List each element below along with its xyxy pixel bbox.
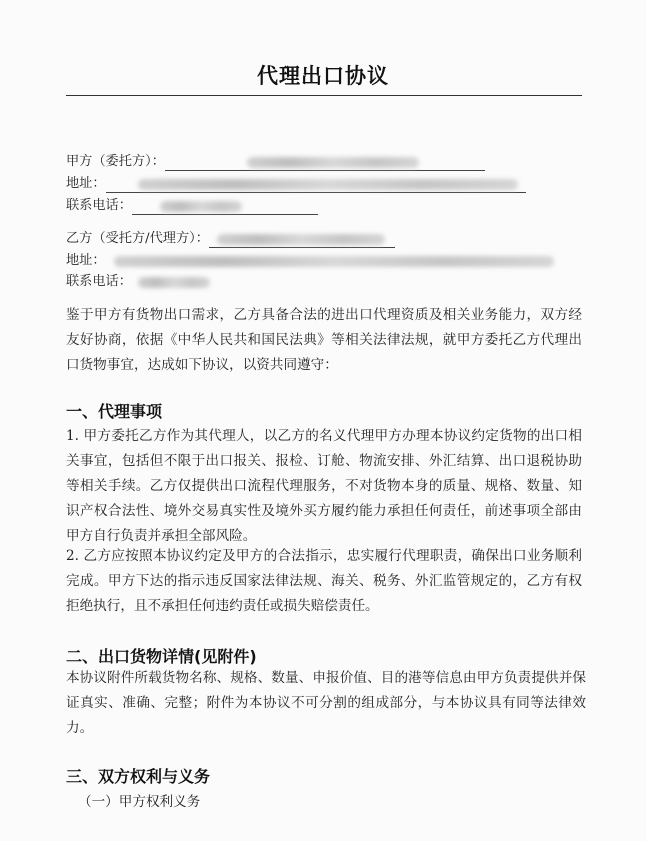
section-heading-goods-details: 二、出口货物详情(见附件) xyxy=(66,647,257,666)
party-b-role-line xyxy=(66,230,395,248)
redacted-party-a-address xyxy=(138,179,518,190)
party-a-role-line xyxy=(66,153,485,171)
party-a-phone-line xyxy=(66,197,318,215)
section-heading-agency-matters: 一、代理事项 xyxy=(66,402,163,421)
party-a-address-label: 地址： xyxy=(66,176,106,191)
document-title: 代理出口协议 xyxy=(257,64,389,88)
redacted-party-b-address xyxy=(114,256,554,267)
clause-2: 2. 乙方应按照本协议约定及甲方的合法指示，忠实履行代理职责，确保出口业务顺利完成。甲方下达的指示违反国家法律法规、海关、税务、外汇监管规定的，乙方有权拒绝执行，且不承担任何违约责任或损失赔偿责任。 xyxy=(66,548,582,614)
party-b-address-line xyxy=(66,252,561,270)
redacted-party-b-phone xyxy=(138,277,210,288)
party-b-phone-line xyxy=(66,273,214,291)
party-b-phone-label: 联系电话： xyxy=(66,274,132,289)
party-a-phone-blank xyxy=(132,198,318,215)
party-a-phone-label: 联系电话： xyxy=(66,198,132,213)
goods-details-paragraph: 本协议附件所载货物名称、规格、数量、申报价值、目的港等信息由甲方负责提供并保证真实、准确、完整；附件为本协议不可分割的组成部分，与本协议具有同等法律效力。 xyxy=(66,670,586,736)
party-b-name-blank xyxy=(209,231,395,248)
party-b-address-label: 地址： xyxy=(66,253,106,268)
clause-1: 1. 甲方委托乙方作为其代理人，以乙方的名义代理甲方办理本协议约定货物的出口相关事宜，包括但不限于出口报关、报检、订舱、物流安排、外汇结算、出口退税协助等相关手续。乙方仅提供出口流程代理服务，不对货物本身的质量、规格、数量、知识产权合法性、境外交易真实性及境外买方履约能力承担任何责任，前述事项全部由甲方自行负责并承担全部风险。 xyxy=(66,428,582,544)
party-a-address-blank xyxy=(106,176,526,193)
party-a-role-label: 甲方（委托方）： xyxy=(66,154,165,169)
party-b-phone-blank xyxy=(132,275,214,291)
section-heading-rights-obligations: 三、双方权利与义务 xyxy=(66,767,211,786)
party-a-address-line xyxy=(66,175,526,193)
party-b-address-blank xyxy=(106,254,561,270)
redacted-party-b-name xyxy=(217,234,385,245)
party-a-name-blank xyxy=(165,154,485,171)
subsection-party-a-rights: （一）甲方权利义务 xyxy=(78,794,201,810)
party-b-role-label: 乙方（受托方/代理方）： xyxy=(66,231,209,246)
title-underline xyxy=(66,95,582,96)
preamble-paragraph: 鉴于甲方有货物出口需求，乙方具备合法的进出口代理资质及相关业务能力，双方经友好协商，依据《中华人民共和国民法典》等相关法律法规，就甲方委托乙方代理出口货物事宜，达成如下协议，以资共同遵守： xyxy=(66,307,582,373)
redacted-party-a-phone xyxy=(160,201,242,212)
redacted-party-a-name xyxy=(247,157,419,168)
